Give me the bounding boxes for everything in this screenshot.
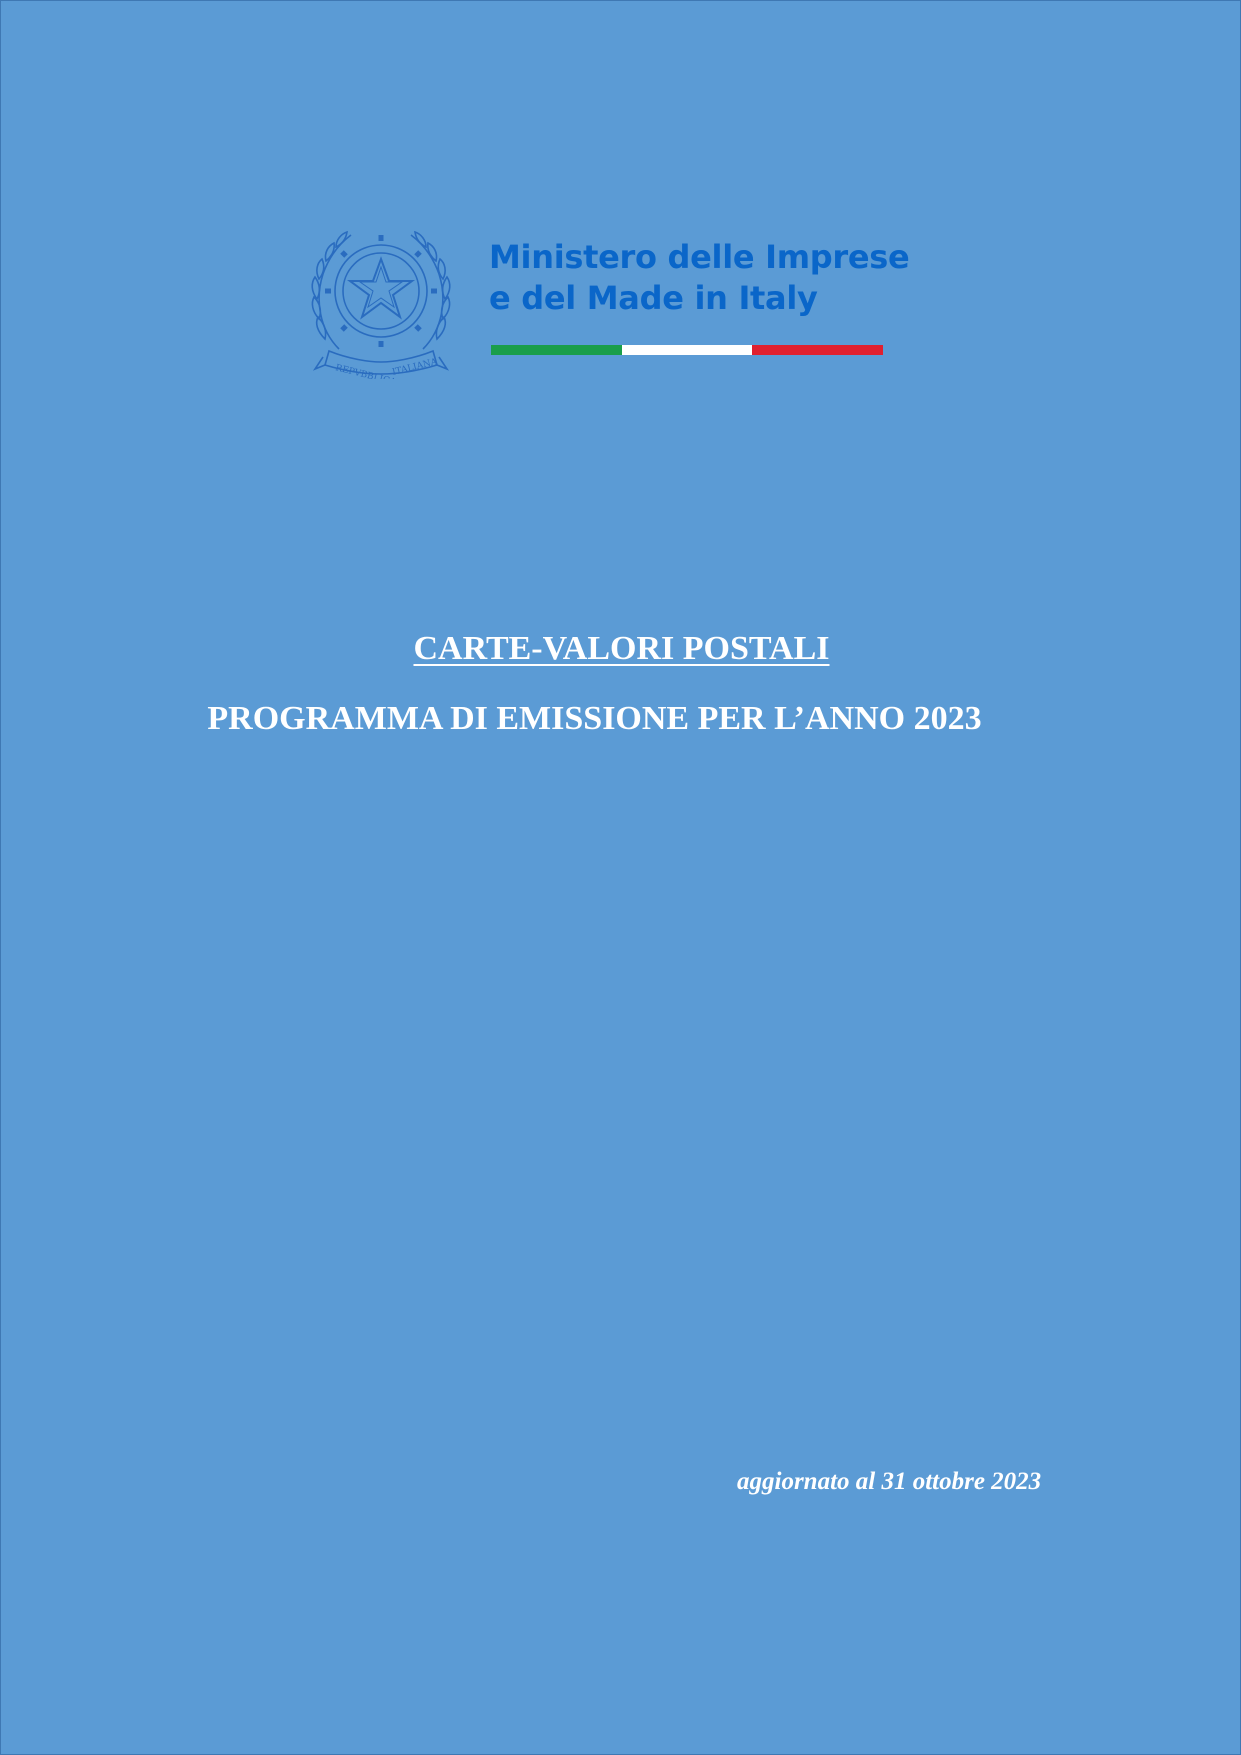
update-date: aggiornato al 31 ottobre 2023 [737, 1468, 1042, 1495]
ministry-name [489, 237, 909, 319]
ministry-name-line-2: e del Made in Italy [489, 279, 818, 317]
flag-green-stripe [491, 345, 622, 355]
flag-white-stripe [622, 345, 753, 355]
svg-text:REPVBBLICA: REPVBBLICA [334, 363, 397, 379]
italian-republic-emblem-icon [309, 219, 453, 379]
italian-flag-stripe [491, 345, 883, 355]
flag-red-stripe [752, 345, 883, 355]
document-title: CARTE-VALORI POSTALI [413, 630, 830, 667]
svg-text:ITALIANA: ITALIANA [391, 357, 439, 378]
document-subtitle: PROGRAMMA DI EMISSIONE PER L’ANNO 2023 [207, 700, 982, 737]
ministry-name-line-1: Ministero delle Imprese [489, 238, 910, 276]
emblem-graphic [309, 219, 453, 379]
